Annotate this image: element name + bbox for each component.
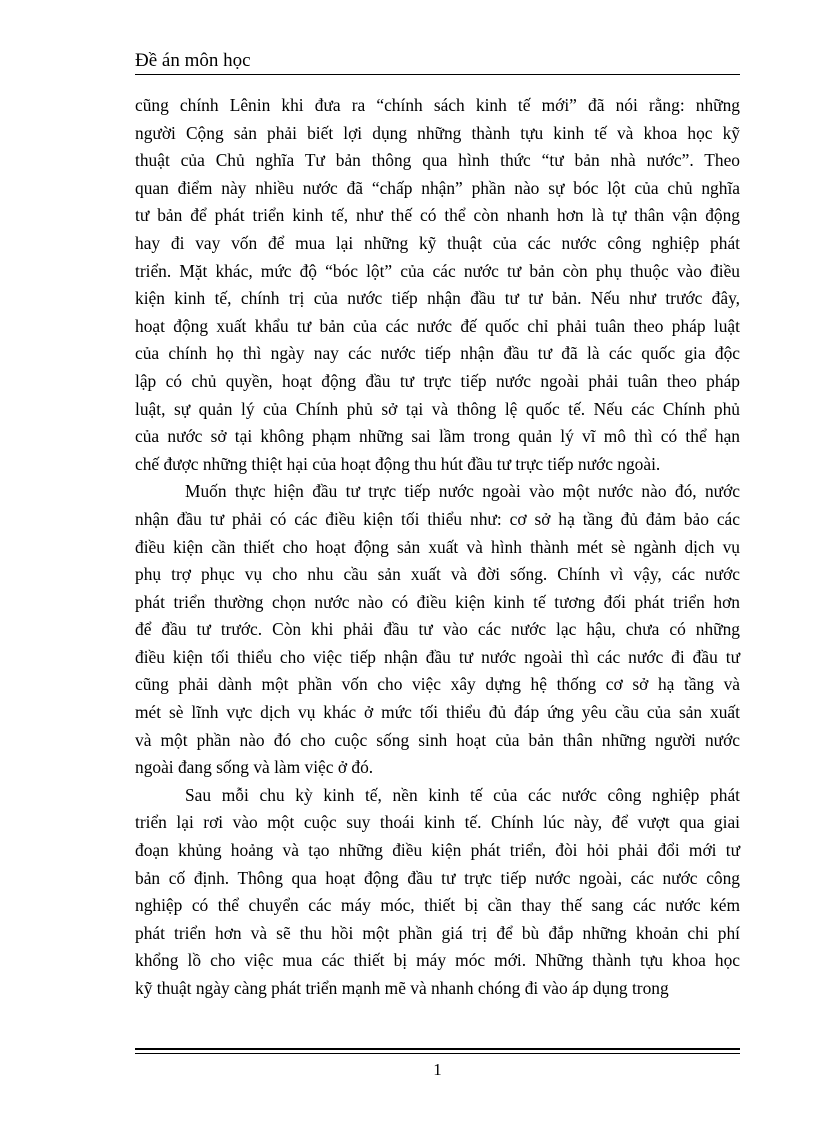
text-line: cũng chính Lênin khi đưa ra “chính sách kinh tế mới” đã nói rằng: những bbox=[135, 95, 740, 115]
text-line: nghiệp có thể chuyển các máy móc, thiết bị cần thay thế sang các nước kém bbox=[135, 895, 740, 916]
text-line: phát triển thường chọn nước nào có điều kiện kinh tế tương đối phát triển hơn bbox=[135, 591, 740, 612]
text-line: thuật của Chủ nghĩa Tư bản thông qua hình thức “tư bản nhà nước”. Theo bbox=[135, 150, 740, 171]
text-line: lập có chủ quyền, hoạt động đầu tư trực tiếp nước ngoài phải tuân theo pháp bbox=[135, 370, 740, 391]
footer-divider bbox=[135, 1048, 740, 1054]
page-number: 1 bbox=[433, 1060, 442, 1079]
text-line: người Cộng sản phải biết lợi dụng những thành tựu kinh tế và khoa học kỹ bbox=[135, 122, 740, 143]
document-body bbox=[135, 92, 740, 1003]
paragraph bbox=[135, 782, 740, 1003]
text-line: ngoài đang sống và làm việc ở đó. bbox=[135, 757, 374, 778]
text-line: hay đi vay vốn để mua lại những kỹ thuật của các nước công nghiệp phát bbox=[135, 232, 740, 253]
paragraph bbox=[135, 92, 740, 478]
page-header-title: Đề án môn học bbox=[135, 50, 251, 71]
text-line: nhận đầu tư phải có các điều kiện tối thiểu như: cơ sở hạ tầng đủ đảm bảo các bbox=[135, 508, 740, 529]
header-divider bbox=[135, 74, 740, 75]
text-line: Sau mỗi chu kỳ kinh tế, nền kinh tế của các nước công nghiệp phát bbox=[185, 784, 740, 805]
text-line: hoạt động xuất khẩu tư bản của các nước đế quốc chỉ phải tuân theo pháp luật bbox=[135, 315, 740, 336]
text-line: điều kiện tối thiểu cho việc tiếp nhận đầu tư nước ngoài thì các nước đi đầu tư bbox=[135, 646, 740, 667]
text-line: điều kiện cần thiết cho hoạt động sản xuất và hình thành mét sè ngành dịch vụ bbox=[135, 536, 740, 557]
text-line: chế được những thiệt hại của hoạt động thu hút đầu tư trực tiếp nước ngoài. bbox=[135, 453, 661, 474]
text-line: tư bản để phát triển kinh tế, như thế có thể còn nhanh hơn là tự thân vận động bbox=[135, 205, 740, 226]
text-line: bản cố định. Thông qua hoạt động đầu tư trực tiếp nước ngoài, các nước công bbox=[135, 867, 740, 888]
text-line: khổng lồ cho việc mua các thiết bị máy móc mới. Những thành tựu khoa học bbox=[135, 950, 740, 971]
text-line: triển. Mặt khác, mức độ “bóc lột” của các nước tư bản còn phụ thuộc vào điều bbox=[135, 260, 740, 281]
text-line: Muốn thực hiện đầu tư trực tiếp nước ngoài vào một nước nào đó, nước bbox=[185, 481, 740, 502]
text-line: quan điểm này nhiều nước đã “chấp nhận” phần nào sự bóc lột của chủ nghĩa bbox=[135, 177, 740, 198]
text-line: kiện kinh tế, chính trị của nước tiếp nhận đầu tư tư bản. Nếu như trước đây, bbox=[135, 288, 740, 309]
text-line: đoạn khủng hoảng và tạo những điều kiện phát triển, đòi hỏi phải đổi mới tư bbox=[135, 840, 740, 861]
text-line: triển lại rơi vào một cuộc suy thoái kinh tế. Chính lúc này, để vượt qua giai bbox=[135, 812, 740, 833]
text-line: của nước sở tại không phạm những sai lầm trong quản lý vĩ mô thì có thể hạn bbox=[135, 426, 740, 447]
text-line: cũng phải dành một phần vốn cho việc xây dựng hệ thống cơ sở hạ tầng và bbox=[135, 674, 740, 695]
paragraph bbox=[135, 478, 740, 782]
text-line: mét sè lĩnh vực dịch vụ khác ở mức tối thiểu đủ đáp ứng yêu cầu của sản xuất bbox=[135, 702, 740, 723]
text-line: kỹ thuật ngày càng phát triển mạnh mẽ và nhanh chóng đi vào áp dụng trong bbox=[135, 978, 669, 998]
text-line: phát triển hơn và sẽ thu hồi một phần giá trị để bù đắp những khoản chi phí bbox=[135, 922, 740, 943]
text-line: luật, sự quản lý của Chính phủ sở tại và thông lệ quốc tế. Nếu các Chính phủ bbox=[135, 398, 740, 419]
text-line: để đầu tư trước. Còn khi phải đầu tư vào các nước lạc hậu, chưa có những bbox=[135, 619, 740, 640]
text-line: của chính họ thì ngày nay các nước tiếp nhận đầu tư đã là các quốc gia độc bbox=[135, 343, 740, 364]
text-line: phụ trợ phục vụ cho nhu cầu sản xuất và đời sống. Chính vì vậy, các nước bbox=[135, 564, 740, 585]
text-line: và một phần nào đó cho cuộc sống sinh hoạt của bản thân những người nước bbox=[135, 729, 740, 750]
